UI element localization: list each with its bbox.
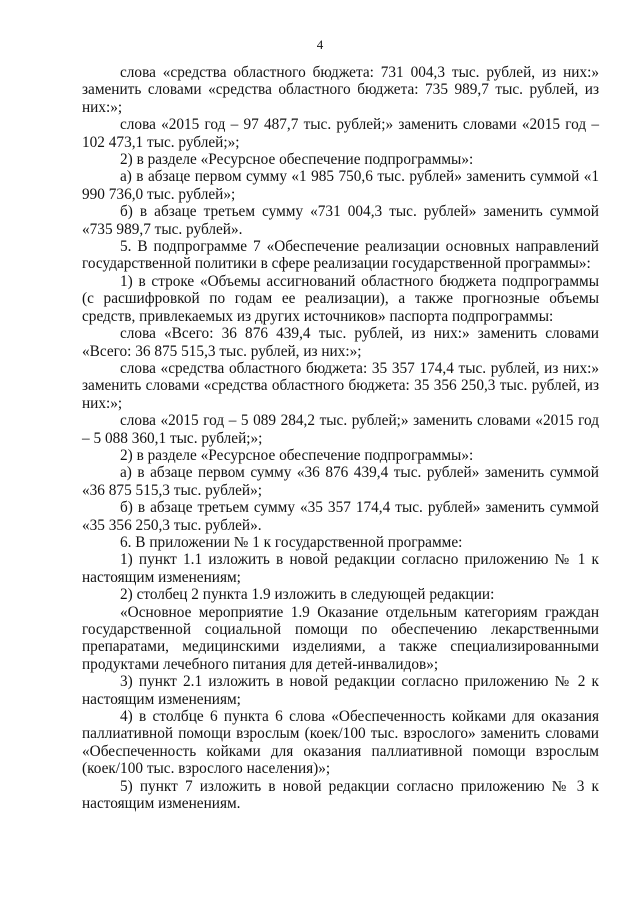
paragraph: а) в абзаце первом сумму «1 985 750,6 тыс. рублей» заменить суммой «1 990 736,0 тыс. рублей»; [82, 168, 599, 203]
paragraph: 6. В приложении № 1 к государственной программе: [120, 533, 463, 551]
page-number: 4 [316, 37, 324, 52]
paragraph: 2) в разделе «Ресурсное обеспечение подпрограммы»: [120, 151, 474, 169]
paragraph: 5) пункт 7 изложить в новой редакции согласно приложению № 3 к настоящим изменениям. [82, 777, 599, 813]
paragraph: 4) в столбце 6 пункта 6 слова «Обеспеченность койками для оказания паллиативной помощи взрослым (коек/100 тыс. взрослого» заменить словами «Обеспеченность койками для оказания паллиативной помощи взрослым (коек/100 тыс. взрослого населения)»; [82, 708, 599, 778]
paragraph: «Основное мероприятие 1.9 Оказание отдельным категориям граждан государственной социальной помощи по обеспечению лекарственными препаратами, медицинскими изделиями, а также специализированными продуктами лечебного питания для детей-инвалидов»; [82, 603, 599, 673]
paragraph: слова «средства областного бюджета: 731 004,3 тыс. рублей, из них:» заменить словами «средства областного бюджета: 735 989,7 тыс. рублей, из них:»; [82, 64, 599, 116]
paragraph: слова «2015 год – 97 487,7 тыс. рублей;» заменить словами «2015 год – 102 473,1 тыс. рублей;»; [82, 116, 599, 151]
paragraph: слова «Всего: 36 876 439,4 тыс. рублей, из них:» заменить словами «Всего: 36 875 515,3 тыс. рублей, из них:»; [82, 325, 599, 360]
paragraph: 2) в разделе «Ресурсное обеспечение подпрограммы»: [120, 446, 474, 464]
paragraph: б) в абзаце третьем сумму «35 357 174,4 тыс. рублей» заменить суммой «35 356 250,3 тыс. рублей». [82, 499, 599, 534]
paragraph: слова «средства областного бюджета: 35 357 174,4 тыс. рублей, из них:» заменить словами «средства областного бюджета: 35 356 250,3 тыс. рублей, из них:»; [82, 359, 599, 412]
paragraph: 5. В подпрограмме 7 «Обеспечение реализации основных направлений государственной политики в сфере реализации государственной программы»: [82, 238, 599, 273]
paragraph: а) в абзаце первом сумму «36 876 439,4 тыс. рублей» заменить суммой «36 875 515,3 тыс. рублей»; [82, 464, 599, 499]
paragraph: б) в абзаце третьем сумму «731 004,3 тыс. рублей» заменить суммой «735 989,7 тыс. рублей». [82, 203, 599, 238]
paragraph: 2) столбец 2 пункта 1.9 изложить в следующей редакции: [120, 586, 495, 604]
paragraph: слова «2015 год – 5 089 284,2 тыс. рублей;» заменить словами «2015 год – 5 088 360,1 тыс. рублей;»; [82, 412, 599, 447]
document-body [82, 64, 599, 812]
paragraph: 1) пункт 1.1 изложить в новой редакции согласно приложению № 1 к настоящим изменениям; [82, 551, 599, 586]
paragraph: 3) пункт 2.1 изложить в новой редакции согласно приложению № 2 к настоящим изменениям; [82, 673, 599, 708]
paragraph: 1) в строке «Объемы ассигнований областного бюджета подпрограммы (с расшифровкой по годам ее реализации), а также прогнозные объемы средств, привлекаемых из других источников» паспорта подпрограммы: [82, 272, 599, 325]
